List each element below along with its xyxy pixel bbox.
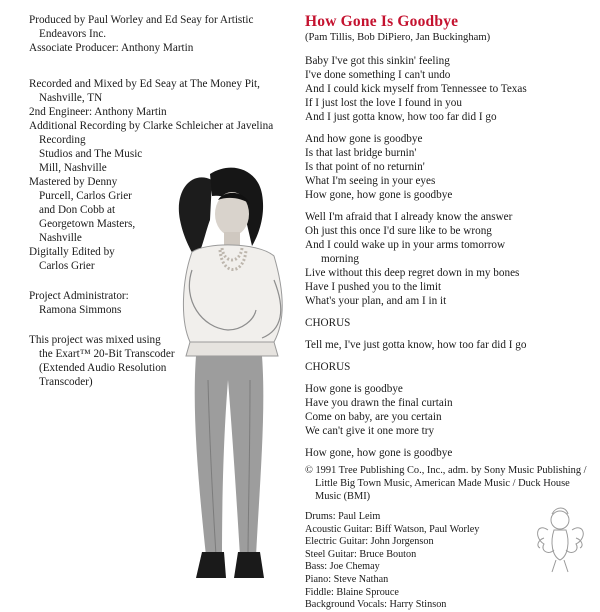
- chorus-1: [305, 132, 590, 202]
- credit-line: and Don Cobb at: [39, 204, 116, 216]
- lyric-line: How gone is goodbye: [305, 383, 403, 395]
- lyric-line: What I'm seeing in your eyes: [305, 175, 436, 187]
- lyric-line: Live without this deep regret down in my bones: [305, 267, 520, 279]
- lyric-line: And I could kick myself from Tennessee to Texas: [305, 83, 527, 95]
- credit-line: Digitally Edited by: [29, 246, 115, 258]
- lyric-line: We can't give it one more try: [305, 425, 435, 437]
- lyric-line: Baby I've got this sinkin' feeling: [305, 55, 450, 67]
- copyright-notice: © 1991 Tree Publishing Co., Inc., adm. by Sony Music Publishing / Little Big Town Music, American Made Music / Duck House Music (BMI): [305, 465, 587, 502]
- musician-line: Electric Guitar: John Jorgenson: [305, 536, 434, 548]
- musician-line: Piano: Steve Nathan: [305, 573, 389, 585]
- lyric-line: Well I'm afraid that I already know the answer: [305, 211, 513, 223]
- bridge-line: Tell me, I've just gotta know, how too far did I go: [305, 339, 527, 351]
- credit-line: Carlos Grier: [39, 260, 95, 272]
- musician-line: Acoustic Guitar: Biff Watson, Paul Worley: [305, 523, 480, 535]
- credit-line: Additional Recording by Clarke Schleicher at Javelina Recording: [29, 120, 274, 146]
- credit-line: Mastered by Denny: [29, 176, 118, 188]
- credit-line: Ramona Simmons: [39, 304, 122, 316]
- credit-line: This project was mixed using: [29, 334, 161, 346]
- lyric-line: What's your plan, and am I in it: [305, 295, 447, 307]
- lyric-line: Come on baby, are you certain: [305, 411, 442, 423]
- musician-line: Drums: Paul Leim: [305, 511, 381, 522]
- song-writers: (Pam Tillis, Bob DiPiero, Jan Buckingham): [305, 32, 491, 43]
- lyric-line: Is that point of no returnin': [305, 161, 425, 173]
- credit-line: (Extended Audio Resolution: [39, 362, 167, 374]
- chorus-label: CHORUS: [305, 317, 351, 329]
- credit-line: Transcoder): [39, 376, 93, 388]
- lyric-line: How gone, how gone is goodbye: [305, 189, 453, 201]
- artist-photo: [162, 160, 294, 582]
- production-credits: [29, 13, 291, 55]
- lyric-line: I've done something I can't undo: [305, 69, 451, 81]
- lyric-line: Oh just this once I'd sure like to be wrong: [305, 225, 492, 237]
- credit-line: Studios and The Music: [39, 148, 143, 160]
- credit-line: Purcell, Carlos Grier: [39, 190, 132, 202]
- lyric-line: morning: [321, 253, 359, 265]
- musician-line: Background Vocals: Harry Stinson: [305, 599, 447, 611]
- credit-line: 2nd Engineer: Anthony Martin: [29, 106, 167, 118]
- credit-line: Recorded and Mixed by Ed Seay at The Money Pit, Nashville, TN: [29, 78, 260, 104]
- credit-line: the Exart™ 20-Bit Transcoder: [39, 348, 175, 360]
- final-line: How gone, how gone is goodbye: [305, 447, 453, 459]
- outro: [305, 382, 590, 438]
- cherub-icon: [530, 500, 590, 575]
- credit-line: Associate Producer: Anthony Martin: [29, 42, 194, 54]
- lyric-line: And how gone is goodbye: [305, 133, 423, 145]
- lyric-line: And I could wake up in your arms tomorrow: [305, 239, 506, 251]
- credit-line: Mill, Nashville: [39, 162, 107, 174]
- musician-line: Fiddle: Blaine Sprouce: [305, 586, 399, 598]
- song-title: How Gone Is Goodbye: [305, 13, 459, 30]
- lyric-line: And I just gotta know, how too far did I go: [305, 111, 497, 123]
- credit-line: Georgetown Masters,: [39, 218, 136, 230]
- lyric-line: Have I pushed you to the limit: [305, 281, 442, 293]
- lyric-line: If I just lost the love I found in you: [305, 97, 462, 109]
- credit-line: Project Administrator:: [29, 290, 129, 302]
- lyric-line: Have you drawn the final curtain: [305, 397, 453, 409]
- musician-line: Steel Guitar: Bruce Bouton: [305, 548, 417, 560]
- lyric-line: Is that last bridge burnin': [305, 147, 417, 159]
- chorus-label: CHORUS: [305, 361, 351, 373]
- credit-line: Produced by Paul Worley and Ed Seay for Artistic Endeavors Inc.: [29, 14, 254, 40]
- verse-1: [305, 54, 590, 124]
- credit-line: Nashville: [39, 232, 82, 244]
- verse-2: [305, 210, 590, 308]
- musician-line: Bass: Joe Chemay: [305, 561, 380, 573]
